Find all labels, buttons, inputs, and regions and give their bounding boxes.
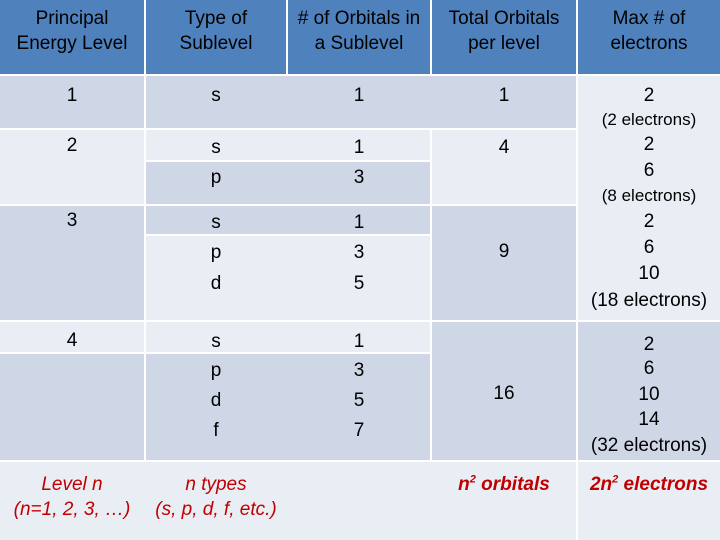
max-electrons-value: 14	[638, 409, 660, 430]
sublevel-type: d	[210, 273, 222, 294]
general-orbitals-formula: $n^2$ orbitals	[458, 473, 550, 495]
orbital-count: 5	[353, 273, 365, 294]
sublevel-type: s	[211, 331, 221, 352]
level-number: 2	[66, 135, 78, 156]
orbital-count: 7	[353, 420, 365, 441]
sublevel-type: p	[210, 360, 222, 381]
total-orbitals: 4	[498, 137, 510, 158]
sublevel-type: s	[211, 137, 221, 158]
orbital-count: 1	[353, 331, 365, 352]
max-electrons-value: 6	[643, 160, 655, 181]
general-level-label: Level n (n=1, 2, 3, …)	[13, 474, 131, 520]
orbital-count: 3	[353, 242, 365, 263]
orbital-count: 1	[353, 212, 365, 233]
header-energy-level: Principal Energy Level	[16, 8, 128, 54]
header-max-electrons: Max # of electrons	[610, 8, 688, 54]
sublevel-type: s	[211, 85, 221, 106]
max-electrons-total: (18 electrons)	[590, 290, 708, 311]
level-number: 3	[66, 210, 78, 231]
total-orbitals: 9	[498, 241, 510, 262]
level-number: 4	[66, 330, 78, 351]
total-orbitals: 16	[493, 383, 515, 404]
orbital-count: 1	[353, 137, 365, 158]
sublevel-type: d	[210, 390, 222, 411]
max-electrons-value: 2	[643, 334, 655, 355]
max-electrons-total: (2 electrons)	[601, 110, 697, 129]
cell-level-4-lower	[0, 354, 144, 460]
header-total-orbitals: Total Orbitals per level	[448, 8, 560, 54]
max-electrons-value: 6	[643, 358, 655, 379]
max-electrons-value: 10	[638, 263, 660, 284]
header-orbitals-per-sublevel: # of Orbitals in a Sublevel	[297, 8, 421, 54]
max-electrons-value: 6	[643, 237, 655, 258]
max-electrons-value: 2	[643, 85, 655, 106]
max-electrons-value: 2	[643, 211, 655, 232]
total-orbitals: 1	[498, 85, 510, 106]
sublevel-type: f	[213, 420, 219, 441]
sublevel-type: p	[210, 242, 222, 263]
level-number: 1	[66, 85, 78, 106]
max-electrons-value: 10	[638, 384, 660, 405]
orbital-count: 3	[353, 167, 365, 188]
orbital-count: 1	[353, 85, 365, 106]
max-electrons-total: (32 electrons)	[590, 435, 708, 456]
header-sublevel-type: Type of Sublevel	[179, 8, 253, 54]
max-electrons-total: (8 electrons)	[601, 186, 697, 205]
general-types-label: n types (s, p, d, f, etc.)	[155, 474, 277, 520]
orbital-count: 5	[353, 390, 365, 411]
orbital-count: 3	[353, 360, 365, 381]
max-electrons-value: 2	[643, 134, 655, 155]
sublevel-type: p	[210, 167, 222, 188]
sublevel-type: s	[211, 212, 221, 233]
general-electrons-formula: $2n^2$ electrons	[589, 473, 709, 495]
